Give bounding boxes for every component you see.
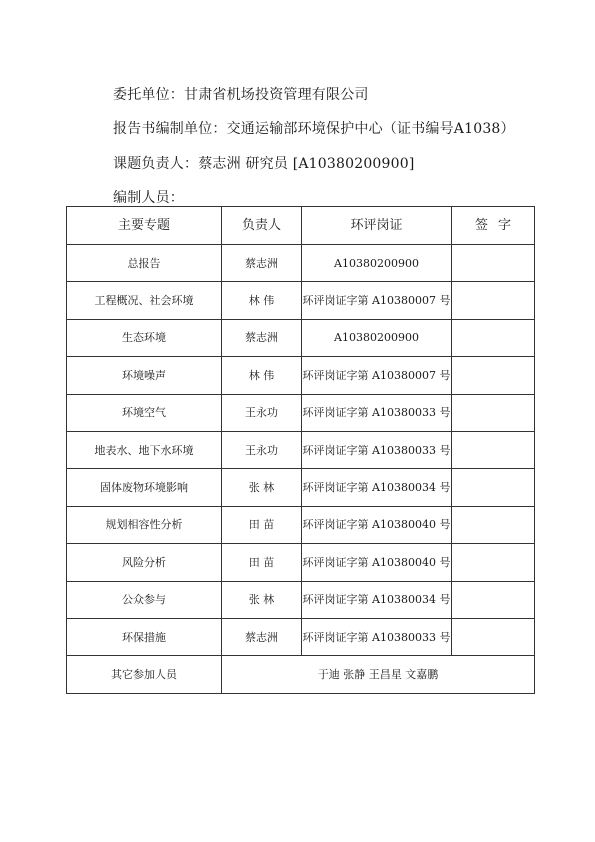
person-cell: 张 林: [222, 469, 302, 506]
person-cell: 蔡志洲: [222, 618, 302, 655]
cert-cell: 环评岗证字第 A10380007 号: [302, 357, 452, 394]
person-cell: 王永功: [222, 394, 302, 431]
topic-cell: 工程概况、社会环境: [67, 282, 222, 319]
table-header-row: [67, 207, 535, 245]
cert-cell: 环评岗证字第 A10380040 号: [302, 506, 452, 543]
cert-cell: 环评岗证字第 A10380034 号: [302, 469, 452, 506]
person-cell: 张 林: [222, 581, 302, 618]
staff-label: 编制人员：: [113, 190, 184, 206]
header-topic: 主要专题: [67, 207, 222, 245]
header-person: 负责人: [222, 207, 302, 245]
person-cell: 林 伟: [222, 357, 302, 394]
signature-cell: [452, 394, 535, 431]
table-row: [67, 357, 535, 394]
cert-cell: 环评岗证字第 A10380033 号: [302, 431, 452, 468]
topic-cell: 生态环境: [67, 319, 222, 356]
staff-table: [66, 206, 535, 694]
header-cert: 环评岗证: [302, 207, 452, 245]
signature-cell: [452, 506, 535, 543]
cert-cell: 环评岗证字第 A10380033 号: [302, 618, 452, 655]
header-signature: 签字: [452, 207, 535, 245]
client-line: 委托单位：甘肃省机场投资管理有限公司: [113, 87, 369, 103]
table-row: [67, 581, 535, 618]
person-cell: 林 伟: [222, 282, 302, 319]
signature-cell: [452, 544, 535, 581]
table-row: [67, 394, 535, 431]
topic-cell: 公众参与: [67, 581, 222, 618]
cert-cell: A10380200900: [302, 245, 452, 282]
signature-cell: [452, 282, 535, 319]
person-cell: 田 苗: [222, 544, 302, 581]
table-row: [67, 319, 535, 356]
cert-cell: 环评岗证字第 A10380034 号: [302, 581, 452, 618]
signature-cell: [452, 469, 535, 506]
compiler-line: 报告书编制单位：交通运输部环境保护中心（证书编号A1038）: [113, 121, 515, 137]
topic-cell: 固体废物环境影响: [67, 469, 222, 506]
others-names: 于迪 张静 王昌星 文嘉鹏: [222, 656, 535, 693]
signature-cell: [452, 581, 535, 618]
others-row: [67, 656, 535, 693]
signature-cell: [452, 319, 535, 356]
table-row: [67, 245, 535, 282]
table-row: [67, 506, 535, 543]
person-cell: 田 苗: [222, 506, 302, 543]
leader-line: 课题负责人：蔡志洲 研究员 [A10380200900]: [113, 156, 415, 172]
topic-cell: 环境噪声: [67, 357, 222, 394]
signature-cell: [452, 618, 535, 655]
table-row: [67, 544, 535, 581]
topic-cell: 总报告: [67, 245, 222, 282]
signature-cell: [452, 431, 535, 468]
cert-cell: 环评岗证字第 A10380007 号: [302, 282, 452, 319]
topic-cell: 地表水、地下水环境: [67, 431, 222, 468]
person-cell: 蔡志洲: [222, 319, 302, 356]
topic-cell: 风险分析: [67, 544, 222, 581]
topic-cell: 环境空气: [67, 394, 222, 431]
cert-cell: 环评岗证字第 A10380033 号: [302, 394, 452, 431]
table-row: [67, 469, 535, 506]
table-row: [67, 282, 535, 319]
signature-cell: [452, 357, 535, 394]
person-cell: 蔡志洲: [222, 245, 302, 282]
person-cell: 王永功: [222, 431, 302, 468]
cert-cell: A10380200900: [302, 319, 452, 356]
table-row: [67, 431, 535, 468]
signature-cell: [452, 245, 535, 282]
topic-cell: 规划相容性分析: [67, 506, 222, 543]
cert-cell: 环评岗证字第 A10380040 号: [302, 544, 452, 581]
topic-cell: 环保措施: [67, 618, 222, 655]
others-label: 其它参加人员: [67, 656, 222, 693]
table-row: [67, 618, 535, 655]
